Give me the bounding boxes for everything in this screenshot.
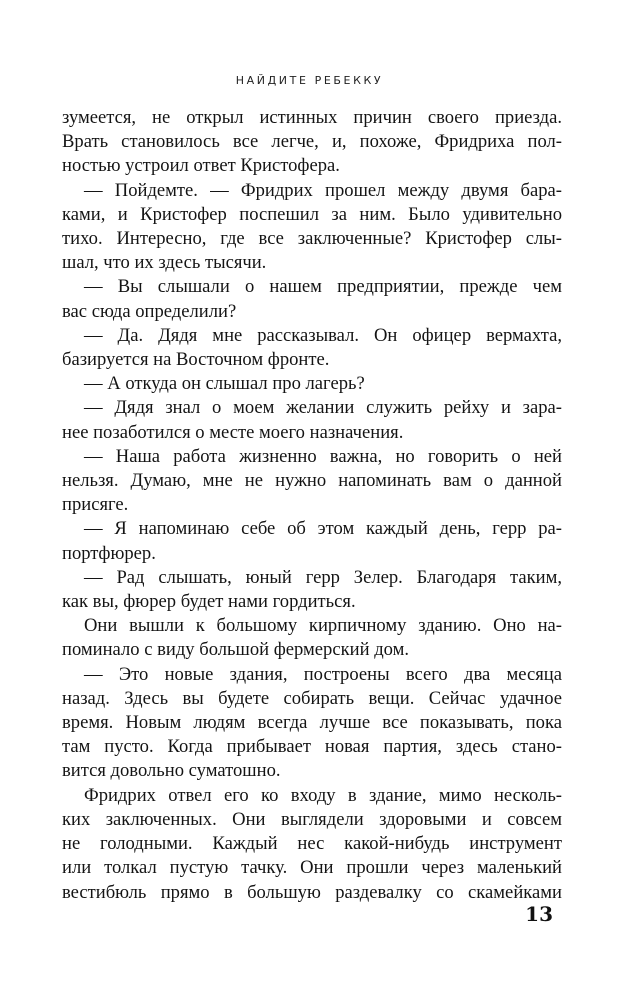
text-line: — Да. Дядя мне рассказывал. Он офицер вермахта, [84, 324, 562, 346]
text-line: Они вышли к большому кирпичному зданию. Оно на- [84, 615, 562, 637]
text-line: ностью устроил ответ Кристофера. [62, 155, 340, 177]
text-line: — А откуда он слышал про лагерь? [84, 373, 365, 395]
text-line: не голодными. Каждый нес какой-нибудь инструмент [62, 833, 562, 855]
text-line: нельзя. Думаю, мне не нужно напоминать вам о данной [62, 470, 562, 492]
text-line: зумеется, не открыл истинных причин своего приезда. [62, 107, 562, 128]
page-number: 13 [525, 902, 553, 926]
text-line: или толкал пустую тачку. Они прошли через маленький [62, 857, 562, 879]
text-line: тихо. Интересно, где все заключенные? Кристофер слы- [62, 228, 562, 250]
paragraph [62, 179, 562, 276]
paragraph [62, 566, 562, 614]
text-line: — Наша работа жизненно важна, но говорить о ней [84, 445, 562, 467]
text-line: портфюрер. [62, 542, 156, 564]
text-line: нее позаботился о месте моего назначения. [62, 421, 404, 443]
text-line: как вы, фюрер будет нами гордиться. [62, 591, 356, 613]
text-line: базируется на Восточном фронте. [62, 349, 330, 371]
text-line: — Дядя знал о моем желании служить рейху и зара- [84, 397, 562, 419]
text-line: — Вы слышали о нашем предприятии, прежде чем [84, 276, 562, 298]
text-line: присяге. [62, 494, 129, 516]
paragraph [62, 614, 562, 662]
text-line: там пусто. Когда прибывает новая партия, здесь стано- [62, 736, 562, 758]
paragraph [62, 517, 562, 565]
paragraph [62, 784, 562, 905]
text-line: — Рад слышать, юный герр Зелер. Благодаря таким, [84, 566, 562, 588]
paragraph [62, 324, 562, 372]
body-text [62, 106, 562, 905]
text-line: — Пойдемте. — Фридрих прошел между двумя бара- [84, 179, 562, 201]
paragraph [62, 275, 562, 323]
text-line: назад. Здесь вы будете собирать вещи. Сейчас удачное [62, 687, 562, 709]
text-line: — Это новые здания, построены всего два месяца [84, 663, 562, 685]
text-line: поминало с виду большой фермерский дом. [62, 639, 410, 661]
text-line: ких заключенных. Они выглядели здоровыми и совсем [62, 808, 562, 830]
text-line: — Я напоминаю себе об этом каждый день, герр ра- [84, 518, 562, 540]
paragraph [62, 445, 562, 518]
paragraph [62, 396, 562, 444]
text-line: вится довольно суматошно. [62, 760, 281, 782]
running-head: НАЙДИТЕ РЕБЕККУ [235, 74, 384, 87]
text-line: Врать становилось все легче, и, похоже, Фридриха пол- [62, 131, 562, 153]
text-line: Фридрих отвел его ко входу в здание, мимо несколь- [84, 784, 562, 806]
text-line: время. Новым людям всегда лучше все показывать, пока [62, 712, 562, 734]
text-line: шал, что их здесь тысячи. [62, 252, 267, 274]
paragraph [62, 663, 562, 784]
paragraph [62, 106, 562, 179]
text-line: вас сюда определили? [62, 300, 237, 322]
text-line: вестибюль прямо в большую раздевалку со скамейками [62, 881, 562, 903]
text-line: ками, и Кристофер поспешил за ним. Было удивительно [62, 203, 562, 225]
paragraph [62, 372, 562, 396]
